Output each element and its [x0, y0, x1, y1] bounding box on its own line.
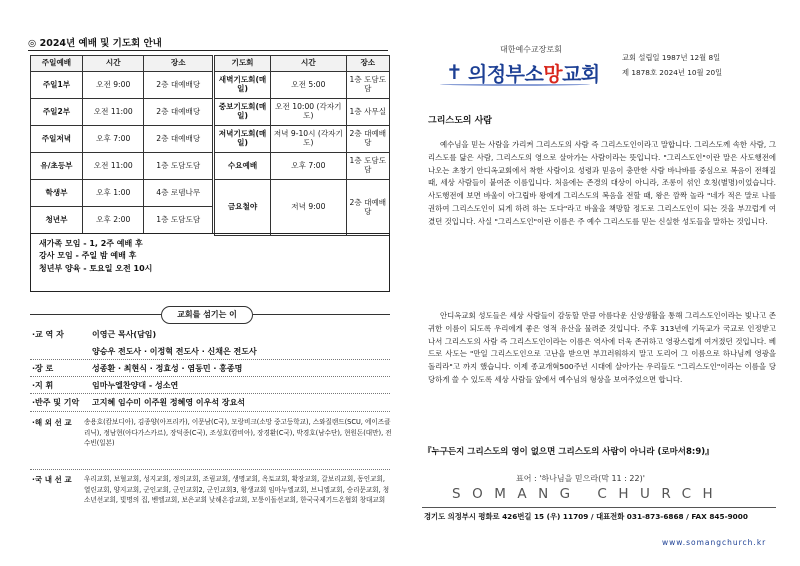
cell: 1층 도담도담 [346, 72, 389, 99]
table-header: 장소 [346, 56, 389, 72]
cell: 1층 사무실 [346, 99, 389, 126]
cell: 유/초등부 [31, 153, 83, 180]
cell: 오후 1:00 [82, 180, 144, 207]
table-header: 주일예배 [31, 56, 83, 72]
cell: 청년부 [31, 207, 83, 234]
schedule-title: ◎ 2024년 예배 및 기도회 안내 [28, 38, 162, 49]
cell: 1층 도담도담 [144, 153, 213, 180]
mission-text: 우리교회, 보혈교회, 성지교회, 정의교회, 조림교회, 생명교회, 옥토교회, 확장교회, 갈보리교회, 동인교회, 열린교회, 양지교회, 군인교회, 군인교회2, 군인교회3, 왕생교회 임마누엘교회, 브니엘교회, 승리문교회, 청소년선교회, 빛명의 집, 벤엘교회, 보은교회 낮해온감교회, 모퉁이돌선교회, 한국국제기드온협회 창대교회 [84, 475, 390, 505]
paragraph: 예수님을 믿는 사람을 가리켜 그리스도의 사람 즉 그리스도인이라고 말합니다. 그리스도께 속한 사람, 그리스도를 닮은 사람, 그리스도의 영으로 살아가는 사람이라는 뜻입니다. "그리스도인"이란 말은 사도행전에 나오는 초창기 안디옥교회에서 착한 사람이요 성령과 믿음이 충만한 사람 바나바를 중심으로 복음이 전해질 때, 세상 사람들이 붙여준 이름입니다. 처음에는 존경의 대상이 아니라, 조롱이 섞인 호칭(별명)이었습니다. 사도행전에 보면 바울이 아그립바 왕에게 그리스도의 복음을 전할 때, 왕은 깜짝 놀라 "네가 적은 말로 나를 권하여 그리스도인이 되게 하려 하는 도다"라고 바울을 책망할 정도로 그리스도인이 되는 것을 부끄럽게 여겼던 것입니다. 사실 "그리스도인"이란 이름은 주 예수 그리스도를 믿는 신실한 성도들을 말하는 것입니다. [428, 140, 776, 226]
staff-label: ·지 휘 [32, 381, 54, 390]
cell: 4층 로뎀나무 [144, 180, 213, 207]
divider [30, 376, 390, 377]
domestic-mission [32, 474, 392, 506]
bible-verse: 『누구든지 그리스도의 영이 없으면 그리스도의 사람이 아니라 (로마서8:9)』 [423, 447, 714, 457]
cell: 금요철야 [215, 180, 271, 236]
cell: 2층 대예배당 [144, 99, 213, 126]
divider [30, 411, 390, 412]
mission-label: ·국 내 선 교 [32, 475, 72, 484]
logo-text: 교회 [562, 62, 600, 86]
meeting-item: 새가족 모임 - 1, 2주 예배 후 [39, 239, 143, 248]
cell: 저녁 9-10시 (각자기도) [271, 126, 347, 153]
cell: 저녁 9:00 [271, 180, 347, 236]
cell: 주일저녁 [31, 126, 83, 153]
staff-row [32, 363, 392, 374]
cell: 새벽기도회(매일) [215, 72, 271, 99]
cell: 주일1부 [31, 72, 83, 99]
table-row [215, 99, 390, 126]
cell: 수요예배 [215, 153, 271, 180]
cell: 중보기도회(매일) [215, 99, 271, 126]
staff-text: 성종환 · 최현식 · 정효성 · 염동민 · 홍종명 [92, 364, 243, 373]
table-row [215, 180, 390, 236]
issue-date: 제 1878호 2024년 10월 20일 [622, 68, 723, 78]
staff-row [32, 397, 392, 408]
divider [30, 359, 390, 360]
staff-label: ·장 로 [32, 364, 54, 373]
cell: 오후 2:00 [82, 207, 144, 234]
staff-row [32, 346, 392, 357]
staff-row [32, 380, 392, 391]
overseas-mission [32, 417, 392, 449]
table-row [215, 126, 390, 153]
staff-text: 양승우 전도사 · 이정혁 전도사 · 신채은 전도사 [92, 347, 257, 356]
cell: 오전 5:00 [271, 72, 347, 99]
divider [30, 314, 161, 315]
cell: 1층 도담도담 [346, 153, 389, 180]
table-header: 시간 [82, 56, 144, 72]
publication-info [622, 50, 722, 81]
staff-text: 임마누엘찬양대 - 성소연 [92, 381, 179, 390]
paragraph: 안디옥교회 성도들은 세상 사람들이 감동할 만큼 아름다운 신앙생활을 통해 그리스도인이라는 빛나고 존귀한 이름이 되도록 우리에게 좋은 영적 유산을 물려준 것입니다. 주후 313년에 기독교가 국교로 인정받고 나서 그리스도의 사람 즉 그리스도인이라는 이름은 역사에 더욱 존귀하고 영광스럽게 여겨졌던 것입니다. 베드로 사도는 "만일 그리스도인으로 고난을 받으면 부끄러워하지 말고 도리어 그 이름으로 하나님께 영광을 돌리라"고 까지 했습니다. 이제 종교개혁500주년 시대에 살아가는 우리들도 "그리스도인"이라는 이름을 당당하게 쓸 수 있도록 세상 사람들 앞에서 예수님의 형상을 보여주었으면 합니다. [428, 311, 776, 385]
cell: 오전 9:00 [82, 72, 144, 99]
address: 경기도 의정부시 평화로 426번길 15 (우) 11709 / 대표전화 031-873-6868 / FAX 845-9000 [424, 512, 748, 521]
cell: 2층 대예배당 [346, 126, 389, 153]
cell: 오후 7:00 [82, 126, 144, 153]
motto: 표어 : '하나님을 믿으라(막 11 : 22)' [516, 474, 645, 483]
table-row [215, 72, 390, 99]
mission-text: 송용호(캄보디아), 김종양(아프리카), 이문남(C국), 모랑비크(소망 중고등학교), 스와질랜드(SCU, 에이즈클리닉), 정남현(아다가스카르), 장덕종(C국), 조성호(캄비아), 장경환(C국), 박경호(남수단), 현원돈(대만), 전수빈(일본) [84, 418, 392, 448]
cell: 오전 10:00 (각자기도) [271, 99, 347, 126]
logo-swoosh [440, 82, 590, 86]
table-row [31, 99, 213, 126]
church-english-name: SOMANG CHURCH [452, 486, 725, 502]
cell: 2층 대예배당 [144, 72, 213, 99]
logo-text: 의정부소 [468, 62, 544, 86]
divider [28, 50, 388, 51]
cell: 오전 11:00 [82, 99, 144, 126]
table-row [215, 153, 390, 180]
cell: 2층 대예배당 [346, 180, 389, 236]
staff-label: ·교 역 자 [32, 330, 64, 339]
cell: 저녁기도회(매일) [215, 126, 271, 153]
table-header: 시간 [271, 56, 347, 72]
cell: 2층 대예배당 [144, 126, 213, 153]
servers-title: 교회를 섬기는 이 [161, 306, 253, 324]
cross-icon: ✝ [446, 60, 463, 84]
staff-row [32, 329, 392, 340]
logo-text: 망 [543, 62, 563, 86]
divider [253, 314, 390, 315]
staff-label: ·반주 및 기악 [32, 398, 80, 407]
table-row [31, 72, 213, 99]
table-row [31, 126, 213, 153]
cell: 1층 도담도담 [144, 207, 213, 234]
sermon-headline: 그리스도의 사람 [428, 116, 492, 126]
worship-schedule-table [30, 55, 213, 234]
website-link[interactable]: www.somangchurch.kr [662, 538, 767, 547]
meeting-item: 청년부 양육 - 토요일 오전 10시 [39, 263, 153, 273]
table-row [31, 180, 213, 207]
cell: 오전 11:00 [82, 153, 144, 180]
staff-text: 이영근 목사(담임) [92, 330, 157, 339]
table-row [31, 153, 213, 180]
table-header: 장소 [144, 56, 213, 72]
founding-date: 교회 설립일 1987년 12월 8일 [622, 53, 721, 62]
table-header: 기도회 [215, 56, 271, 72]
divider [422, 507, 776, 508]
divider [30, 469, 390, 470]
cell: 주일2부 [31, 99, 83, 126]
cell: 오후 7:00 [271, 153, 347, 180]
prayer-schedule-table [214, 55, 390, 236]
meetings-box [30, 233, 390, 292]
mission-label: ·해 외 선 교 [32, 418, 72, 427]
table-row [31, 207, 213, 234]
staff-text: 고지혜 임수미 이주원 정혜영 이우석 장요석 [92, 398, 246, 407]
divider [30, 393, 390, 394]
meeting-item: 강사 모임 - 주일 밤 예배 후 [39, 251, 137, 261]
cell: 학생부 [31, 180, 83, 207]
denomination: 대한예수교장로회 [500, 45, 562, 54]
